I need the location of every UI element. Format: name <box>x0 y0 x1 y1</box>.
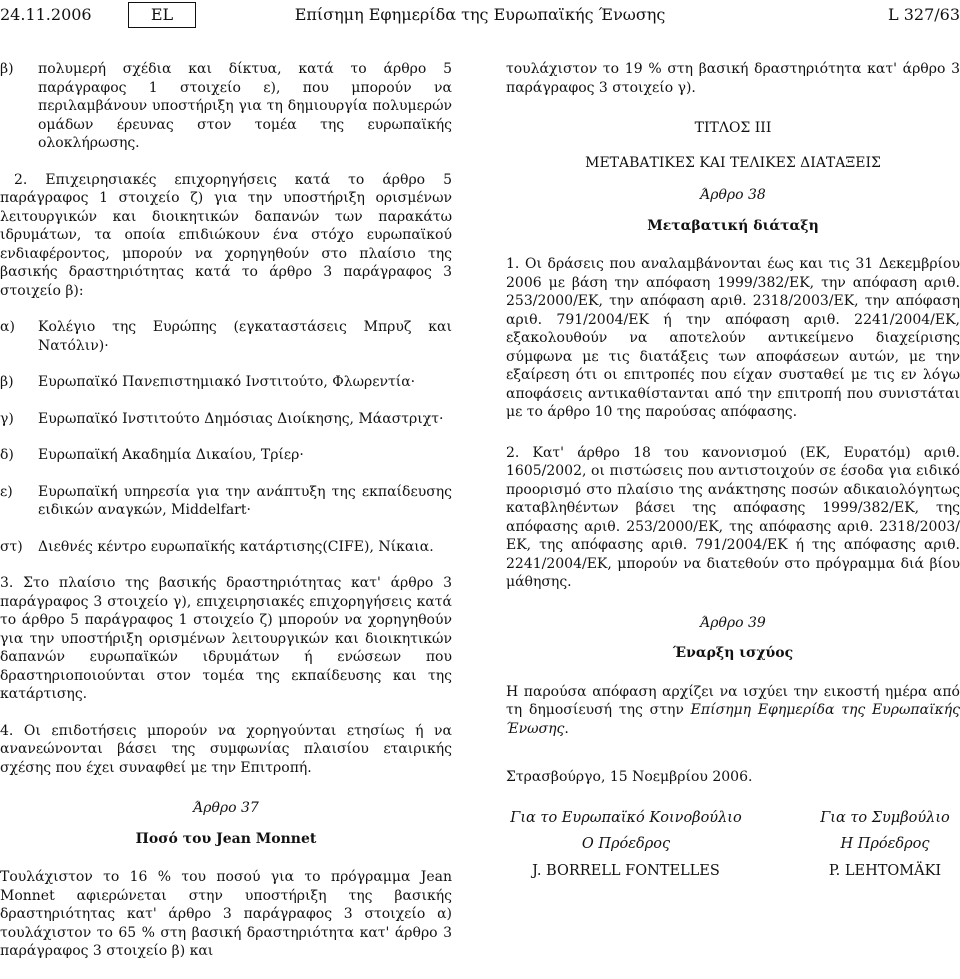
title-heading: ΜΕΤΑΒΑΤΙΚΕΣ ΚΑΙ ΤΕΛΙΚΕΣ ΔΙΑΤΑΞΕΙΣ <box>585 154 881 171</box>
list-item-label: α) <box>0 319 15 335</box>
list-item-text: Ευρωπαϊκό Πανεπιστημιακό Ινστιτούτο, Φλωρεντία· <box>38 374 416 390</box>
list-item-text: Κολέγιο της Ευρώπης (εγκαταστάσεις Μπρυζ και Νατόλιν)· <box>38 319 452 354</box>
article-39-title: Έναρξη ισχύος <box>672 645 794 661</box>
article-37-text: Τουλάχιστον το 16 % του ποσού για το πρόγραμμα Jean Monnet αφιερώνεται στην υποστήριξη της βασικής δραστηριότητας κατ' άρθρο 3 παράγραφος 3 στοιχείο α) τουλάχιστον το 65 % στη βασική δραστηριότητα κατ' άρθρο 3 παράγραφος 3 στοιχείο β) και <box>0 869 452 959</box>
signatures <box>506 809 960 889</box>
list-item <box>0 60 452 153</box>
signature-block-council <box>810 809 960 889</box>
page-header <box>0 0 960 34</box>
right-column <box>506 60 960 888</box>
list-item <box>0 538 452 557</box>
signature-name: P. LEHTOMÄKI <box>828 862 942 879</box>
list-item-text: Διεθνές κέντρο ευρωπαϊκής κατάρτισης(CIFE), Νίκαια. <box>38 538 434 555</box>
signature-institution: Για το Ευρωπαϊκό Κοινοβούλιο <box>510 809 742 826</box>
header-date: 24.11.2006 <box>0 5 92 24</box>
list-item-text: πολυμερή σχέδια και δίκτυα, κατά το άρθρο 5 παράγραφος 1 στοιχείο ε), που μπορούν να περιλαμβάνουν υποστήριξη για τη δημιουργία πολυμερών ομάδων έρευνας στον τομέα της ευρωπαϊκής ολοκλήρωσης. <box>38 61 452 151</box>
left-column <box>0 60 452 979</box>
signature-institution: Για το Συμβούλιο <box>820 809 950 826</box>
article-39-text <box>506 683 960 739</box>
list-item-label: δ) <box>0 447 14 463</box>
header-language-box: EL <box>128 2 196 28</box>
article-39-text-part-b: . <box>564 720 569 737</box>
list-item-text: Ευρωπαϊκή Ακαδημία Δικαίου, Τρίερ· <box>38 447 304 463</box>
list-item <box>0 446 452 465</box>
paragraph-2: 2. Επιχειρησιακές επιχορηγήσεις κατά το άρθρο 5 παράγραφος 1 στοιχείο ζ) για την υποστήριξη ορισμένων λειτουργικών και διοικητικών δαπανών των παρακάτω ιδρυμάτων, τα οποία επιδιώκουν ένα στόχο ευρωπαϊκού ενδιαφέροντος, μπορούν να χορηγηθούν στο πλαίσιο της βασικής δραστηριότητας κατά το άρθρο 3 παράγραφος 3 στοιχείο β): <box>0 171 452 299</box>
list-item-text: Ευρωπαϊκό Ινστιτούτο Δημόσιας Διοίκησης, Μάαστριχτ· <box>38 410 444 427</box>
article-37-title: Ποσό του Jean Monnet <box>135 830 317 847</box>
article-37-number: Άρθρο 37 <box>193 800 259 816</box>
header-page-number: L 327/63 <box>888 5 960 24</box>
signature-role: Η Πρόεδρος <box>840 836 930 852</box>
signature-role: Ο Πρόεδρος <box>581 836 671 852</box>
article-38-paragraph-1: 1. Οι δράσεις που αναλαμβάνονται έως και τις 31 Δεκεμβρίου 2006 με βάση την απόφαση 1999/382/ΕΚ, την απόφαση αριθ. 253/2000/ΕΚ, την απόφαση αριθ. 2318/2003/ΕΚ, την απόφαση αριθ. 791/2004/ΕΚ ή την απόφαση αριθ. 2241/2004/ΕΚ, εξακολουθούν να αποτελούν αντικείμενο διαχείρισης σύμφωνα με τις διατάξεις των αποφάσεων αυτών, με την εξαίρεση ότι οι επιτροπές που είχαν συσταθεί με τις εν λόγω αποφάσεις αντικαθίστανται από την επιτροπή που συνιστάται με το άρθρο 10 της παρούσας απόφασης. <box>506 256 960 420</box>
list-item-label: στ) <box>0 538 23 555</box>
article-39-text-part-a: Η παρούσα απόφαση αρχίζει να ισχύει την εικοστή ημέρα από τη δημοσίευσή της στην <box>506 683 960 718</box>
journal-reference: Επίσημη Εφημερίδα της Ευρωπαϊκής Ένωσης <box>506 702 960 737</box>
article-38-paragraph-2: 2. Κατ' άρθρο 18 του κανονισμού (ΕΚ, Ευρατόμ) αριθ. 1605/2002, οι πιστώσεις που αντιστοιχούν σε έσοδα για ειδικό προορισμό στο πλαίσιο της ανάκτησης ποσών αδικαιολόγητως καταβληθέντων βάσει της απόφασης 1999/382/ΕΚ, της απόφασης αριθ. 253/2000/ΕΚ, της απόφασης αριθ. 2318/2003/ΕΚ, της απόφασης αριθ. 791/2004/ΕΚ ή της απόφασης αριθ. 2241/2004/ΕΚ, μπορούν να διατεθούν στο πρόγραμμα διά βίου μάθησης. <box>506 444 960 590</box>
continuation-paragraph: τουλάχιστον το 19 % στη βασική δραστηριότητα κατ' άρθρο 3 παράγραφος 3 στοιχείο γ). <box>506 61 960 96</box>
article-38-number: Άρθρο 38 <box>700 187 766 203</box>
list-item-text: Ευρωπαϊκή υπηρεσία για την ανάπτυξη της εκπαίδευσης ειδικών αναγκών, Middelfart· <box>38 483 452 518</box>
title-label: ΤΙΤΛΟΣ III <box>694 120 772 136</box>
list-item-label: γ) <box>0 410 14 427</box>
list-item <box>0 373 452 392</box>
list-item-label: ε) <box>0 483 13 500</box>
paragraph-3: 3. Στο πλαίσιο της βασικής δραστηριότητας κατ' άρθρο 3 παράγραφος 3 στοιχείο γ), επιχειρησιακές επιχορηγήσεις κατά το άρθρο 5 παράγραφος 1 στοιχείο ζ) μπορούν να χορηγηθούν για την υποστήριξη ορισμένων λειτουργικών και διοικητικών δαπανών ευρωπαϊκών ιδρυμάτων ή ενώσεων που δραστηριοποιούνται στον τομέα της εκπαίδευσης και της κατάρτισης. <box>0 575 452 702</box>
article-38-title: Μεταβατική διάταξη <box>647 217 819 234</box>
list-item <box>0 410 452 429</box>
list-item <box>0 318 452 355</box>
place-and-date: Στρασβούργο, 15 Νοεμβρίου 2006. <box>506 769 753 785</box>
signature-block-parliament <box>506 809 746 889</box>
article-39-number: Άρθρο 39 <box>700 614 766 631</box>
list-item <box>0 483 452 520</box>
paragraph-4: 4. Οι επιδοτήσεις μπορούν να χορηγούνται ετησίως ή να ανανεώνονται βάσει της συμφωνίας πλαισίου εταιρικής σχέσης που έχει συναφθεί με την Επιτροπή. <box>0 722 452 776</box>
signature-name: J. BORRELL FONTELLES <box>532 862 720 879</box>
list-item-label: β) <box>0 374 14 390</box>
list-item-label: β) <box>0 61 14 77</box>
header-journal-title: Επίσημη Εφημερίδα της Ευρωπαϊκής Ένωσης <box>294 5 666 24</box>
